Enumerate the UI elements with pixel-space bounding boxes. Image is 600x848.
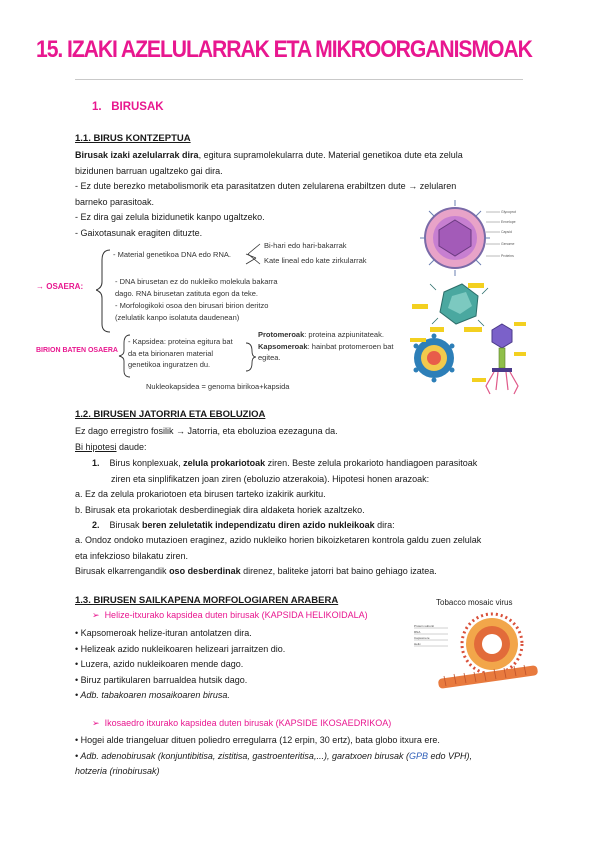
section-label: BIRUSAK: [111, 101, 164, 113]
s12-hipotesi-line: Bi hipotesi daude:: [75, 441, 147, 452]
problem-a: a. Ez da zelula prokariotoen eta birusen tarteko izakirik aurkitu.: [75, 489, 326, 499]
helical-item: • Luzera, azido nukleikoaren mende dago.: [75, 659, 244, 669]
svg-text:Helix: Helix: [414, 642, 421, 646]
note-dna-rna: - Material genetikoa DNA edo RNA.: [113, 250, 231, 259]
s11-line-1: Birusak izaki azelularrak dira, egitura supramolekularra dute. Material genetikoa dute eta zelula: [75, 150, 463, 160]
kapsidea-note: - Kapsidea: proteina egitura bat da eta birionaren material genetikoa inguratzen du.: [128, 337, 233, 369]
hypothesis-2: 2. Birusak beren zeluletatik independizatu diren azido nukleikoak dira:: [92, 520, 395, 530]
svg-text:Capsid: Capsid: [501, 230, 512, 234]
helical-item: • Kapsomeroak helize-ituran antolatzen dira.: [75, 628, 252, 638]
title-divider: [75, 79, 523, 80]
s11-line-3: - Ez dute berezko metabolismorik eta parasitatzen duten zelularena erabiltzen dute → zelularen: [75, 181, 457, 191]
helical-item: • Helizeak azido nukleikoaren helizeari jarraitzen dio.: [75, 643, 286, 654]
hypothesis-1-problems: [75, 487, 365, 518]
tobacco-caption: Tobacco mosaic virus: [436, 598, 513, 607]
section-number: 1.: [92, 101, 102, 113]
note-branch-1: Bi-hari edo hari-bakarrak: [264, 241, 347, 250]
helical-list: [75, 626, 285, 704]
helical-item: • Biruz partikularen barrualdea hutsik dago.: [75, 674, 248, 685]
problem-b: b. Birusak eta prokariotak desberdinegiak dira aldaketa horiek azaltzeko.: [75, 504, 365, 515]
svg-text:Protein subunit: Protein subunit: [414, 624, 435, 628]
tmv-diagram: [412, 608, 542, 690]
gpb-link: GPB: [408, 750, 428, 761]
svg-text:Capsomere: Capsomere: [414, 636, 430, 640]
heading-1-1: 1.1. BIRUS KONTZEPTUA: [75, 133, 191, 144]
svg-text:Proteins: Proteins: [501, 254, 514, 258]
svg-text:Glycoprot: Glycoprot: [501, 210, 516, 214]
helical-item: • Adb. tabakoaren mosaikoaren birusa.: [75, 690, 230, 700]
s11-line-2: bizidunen barruan ugaltzeko gai dira.: [75, 165, 223, 176]
branch-arrows: [246, 240, 262, 268]
heading-1-2: 1.2. BIRUSEN JATORRIA ETA EBOLUZIOA: [75, 409, 266, 420]
virus-illustrations: [406, 200, 528, 396]
icosahedral-item: • Adb. adenobirusak (konjuntibitisa, zistitisa, gastroenteritisa,...), garatxoen birusak (GPB edo VPH),: [75, 750, 473, 761]
svg-text:RNA: RNA: [414, 630, 421, 634]
protomero-note: Protomeroak: proteina azpiunitateak. Kapsomeroak: hainbat protomeroen bat egitea.: [258, 330, 394, 362]
icosahedral-item: hotzeria (rinobirusak): [75, 766, 160, 776]
nukleokapsidea-note: Nukleokapsidea = genoma birikoa+kapsida: [146, 382, 290, 391]
s11-paragraph: [75, 148, 463, 241]
icosahedral-item: • Hogei alde triangeluar dituen poliedro erregularra (12 erpin, 30 ertz), bata globo itxura ere.: [75, 735, 440, 745]
subheading-icosahedral: ➢ Ikosaedro itxurako kapsidea duten birusak (KAPSIDE IKOSAEDRIKOA): [92, 718, 392, 728]
section-heading-birusak: [92, 101, 164, 113]
tobacco-mosaic-virus-figure: [412, 598, 542, 690]
s11-line-4: barneko parasitoak.: [75, 196, 155, 207]
page-title: 15. IZAKI AZELULARRAK ETA MIKROORGANISMOAK: [36, 36, 532, 63]
s12-intro: [75, 424, 338, 455]
virus-diagram-image: [406, 200, 528, 396]
s11-line-5: - Ez dira gai zelula bizidunetik kanpo ugaltzeko.: [75, 212, 265, 222]
hypothesis-2-detail: a. Ondoz ondoko mutazioen eraginez, azido nukleiko horien bikoizketaren kontrola galdu zuen zelulak eta infekzioso bilakatu ziren. Birusak elkarrengandik oso desberdinak direnez, baliteke jatorri bat baino gehiago izatea.: [75, 535, 482, 576]
note-block: - DNA birusetan ez do nukleiko molekula bakarra dago. RNA birusetan zatituta egon da teke. - Morfologikoki osoa den birusari birion deritzo (zelulatik kanpo isolatuta daudenean): [115, 277, 278, 322]
s12-line-1: Ez dago erregistro fosilik → Jatorria, eta eboluzioa ezezaguna da.: [75, 426, 338, 436]
svg-text:Envelope: Envelope: [501, 220, 516, 224]
svg-text:Genome: Genome: [501, 242, 515, 246]
subheading-helical: ➢ Helize-itxurako kapsidea duten birusak (KAPSIDA HELIKOIDALA): [92, 610, 368, 620]
hypothesis-1: 1. Birus konplexuak, zelula prokariotoak ziren. Beste zelula prokarioto handiagoen parasitoak ziren eta sinplifikatzen joan ziren (eboluzio atzerakoia). Hipotesi honen arazoak:: [92, 458, 478, 484]
osaera-label: → OSAERA:: [36, 282, 84, 291]
s11-line-6: - Gaixotasunak eragiten dituzte.: [75, 227, 203, 238]
heading-1-3: 1.3. BIRUSEN SAILKAPENA MORFOLOGIAREN ARABERA: [75, 595, 339, 606]
icosahedral-list: [75, 733, 472, 780]
birion-label: BIRION BATEN OSAERA: [36, 347, 118, 354]
note-branch-2: Kate lineal edo kate zirkularrak: [264, 256, 367, 265]
